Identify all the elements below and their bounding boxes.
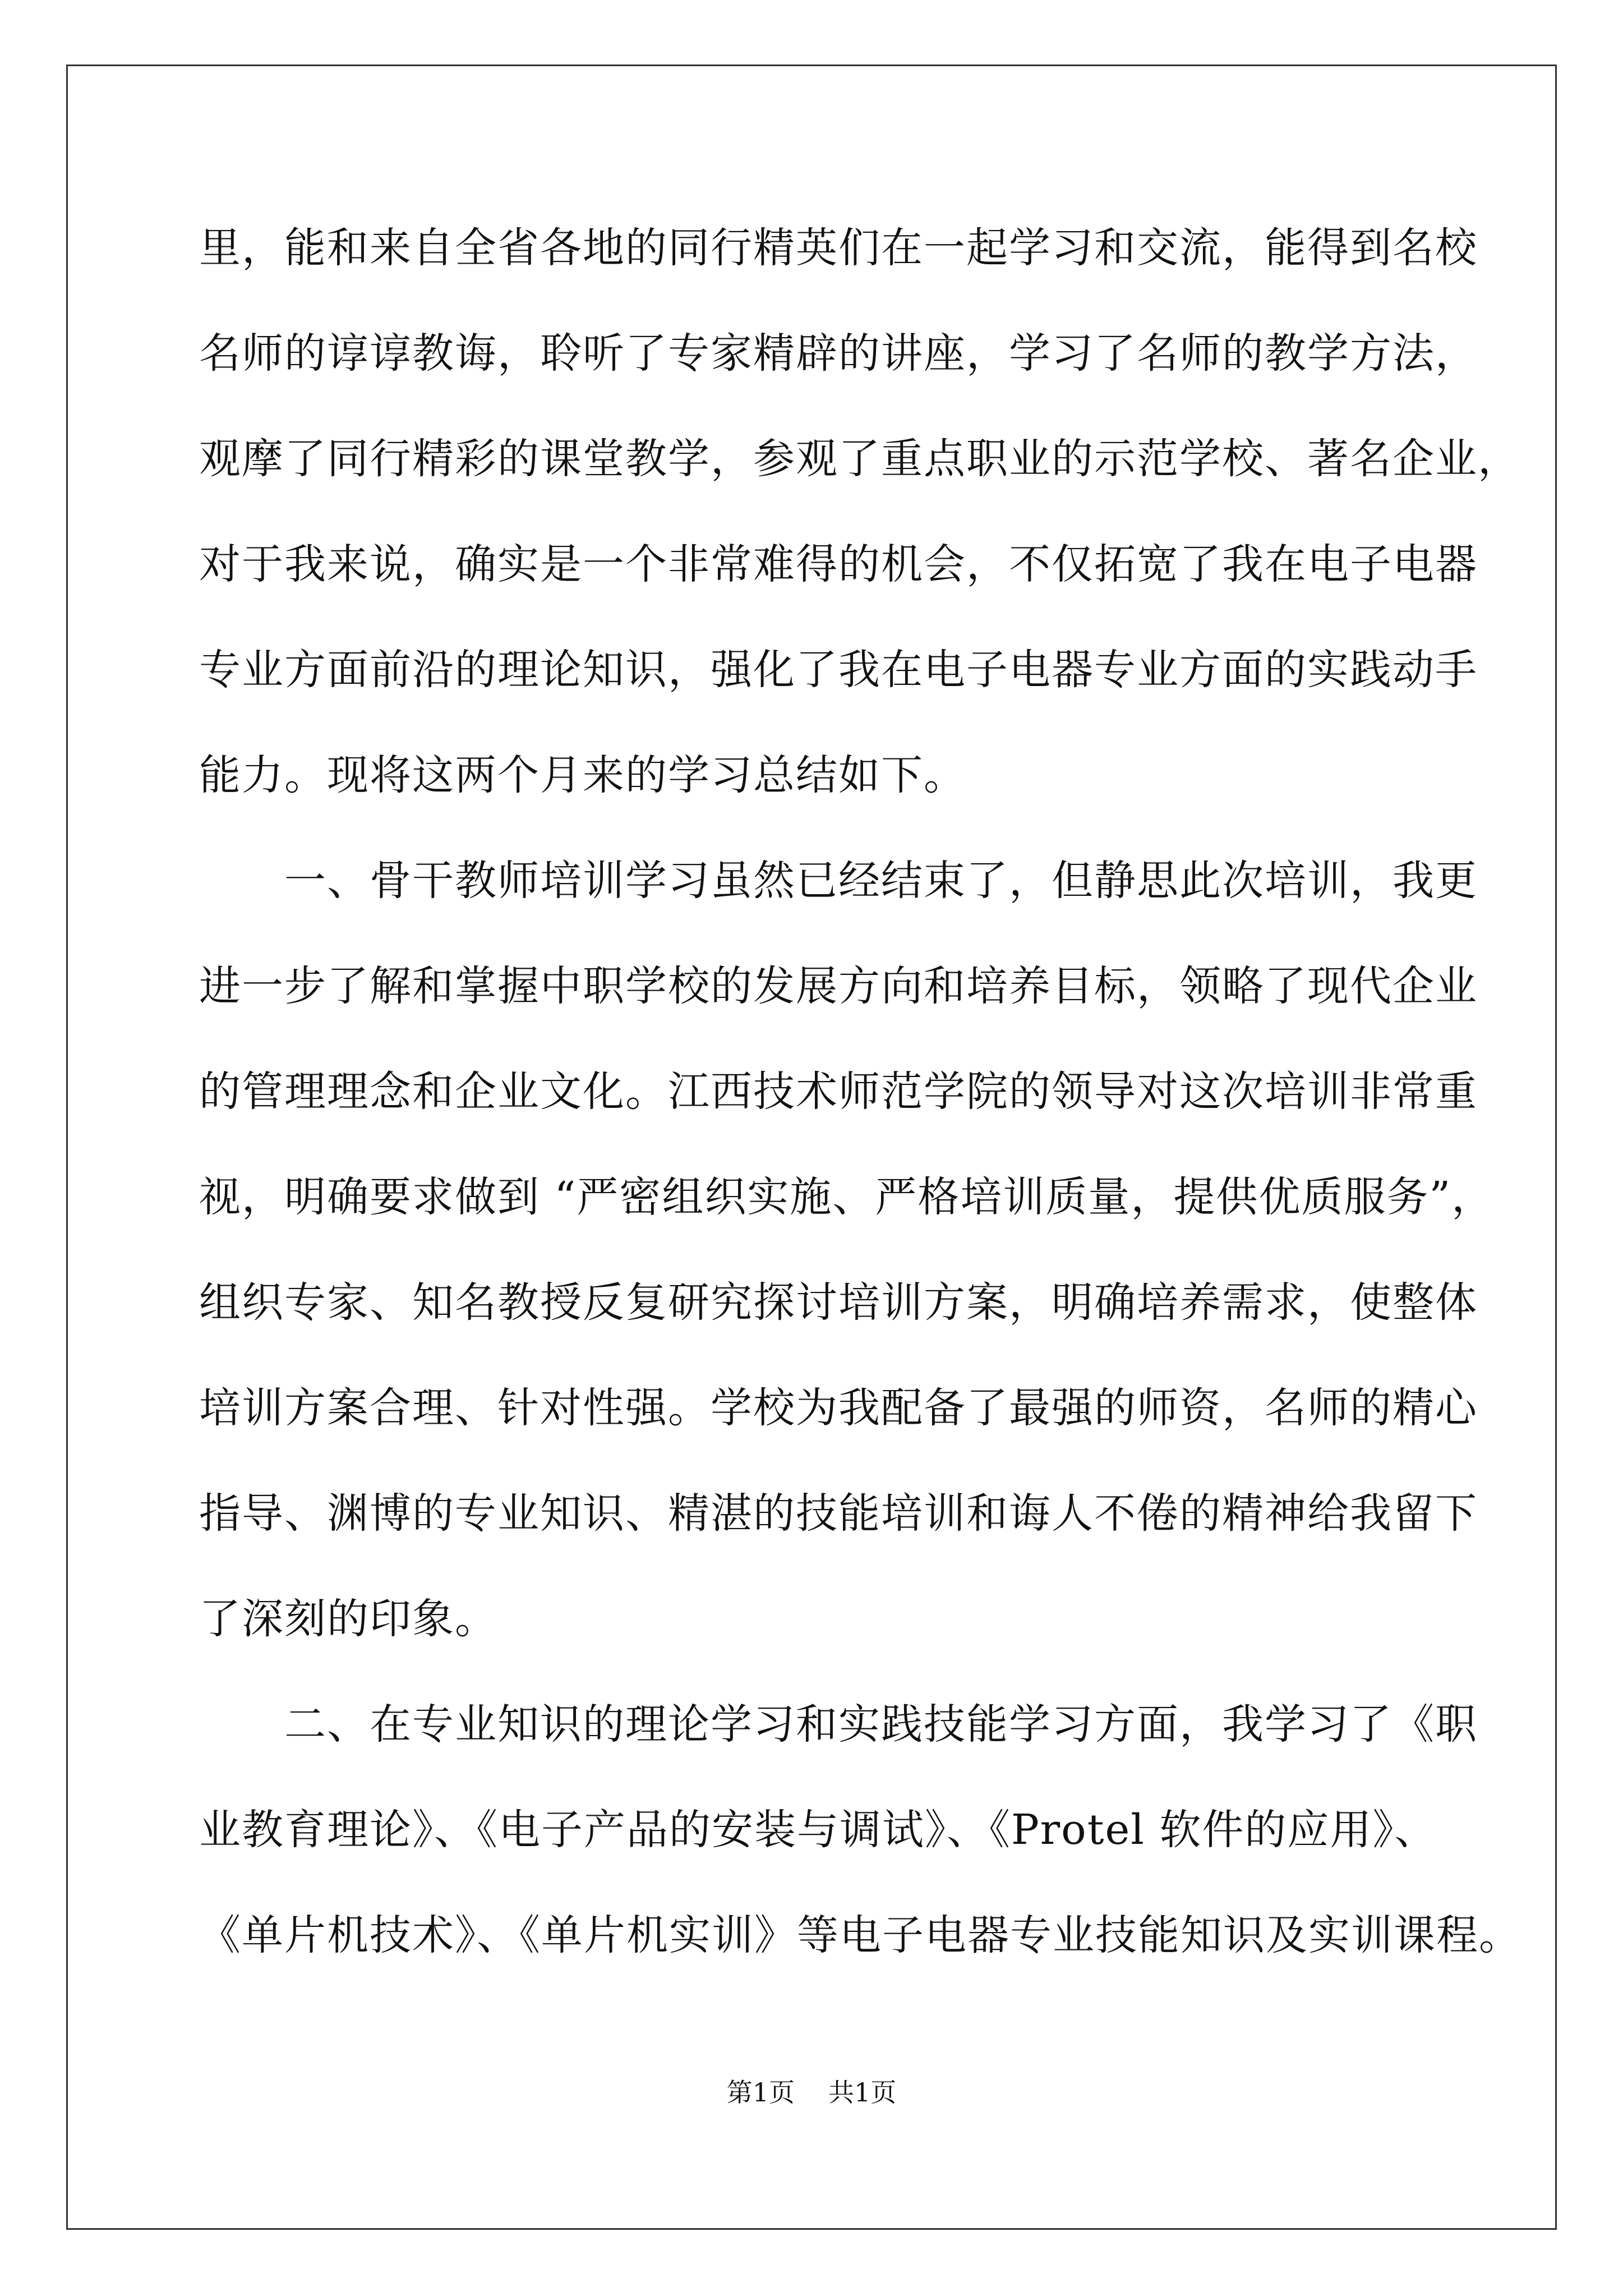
text-line: 一、骨干教师培训学习虽然已经结束了，但静思此次培训，我更 [199,857,1478,905]
text-line: 能力。现将这两个月来的学习总结如下。 [199,751,966,799]
text-line: 的管理理念和企业文化。江西技术师范学院的领导对这次培训非常重 [199,1068,1478,1116]
text-line: 里，能和来自全省各地的同行精英们在一起学习和交流，能得到名校 [199,224,1478,272]
text-line: 对于我来说，确实是一个非常难得的机会，不仅拓宽了我在电子电器 [199,540,1478,588]
text-line: 视，明确要求做到 “严密组织实施、严格培训质量，提供优质服务”， [199,1173,1495,1221]
page-number-current: 第1页 [726,2077,795,2108]
text-line: 《单片机技术》、《单片机实训》等电子电器专业技能知识及实训课程。 [199,1911,1521,1959]
page-footer [0,2076,1623,2109]
text-line: 进一步了解和掌握中职学校的发展方向和培养目标，领略了现代企业 [199,962,1478,1010]
text-line: 名师的谆谆教诲，聆听了专家精辟的讲座，学习了名师的教学方法， [199,329,1478,378]
text-line: 培训方案合理、针对性强。学校为我配备了最强的师资，名师的精心 [199,1384,1478,1432]
text-line: 观摩了同行精彩的课堂教学，参观了重点职业的示范学校、著名企业， [199,435,1520,483]
text-line: 二、在专业知识的理论学习和实践技能学习方面，我学习了《职 [199,1700,1478,1749]
text-line: 业教育理论》、《电子产品的安装与调试》、《Protel 软件的应用》、 [199,1806,1437,1854]
text-line: 指导、渊博的专业知识、精湛的技能培训和诲人不倦的精神给我留下 [199,1489,1478,1538]
text-line: 了深刻的印象。 [199,1595,497,1643]
text-line: 专业方面前沿的理论知识，强化了我在电子电器专业方面的实践动手 [199,646,1478,694]
page-number-total: 共1页 [828,2077,897,2108]
text-line: 组织专家、知名教授反复研究探讨培训方案，明确培养需求，使整体 [199,1278,1478,1327]
